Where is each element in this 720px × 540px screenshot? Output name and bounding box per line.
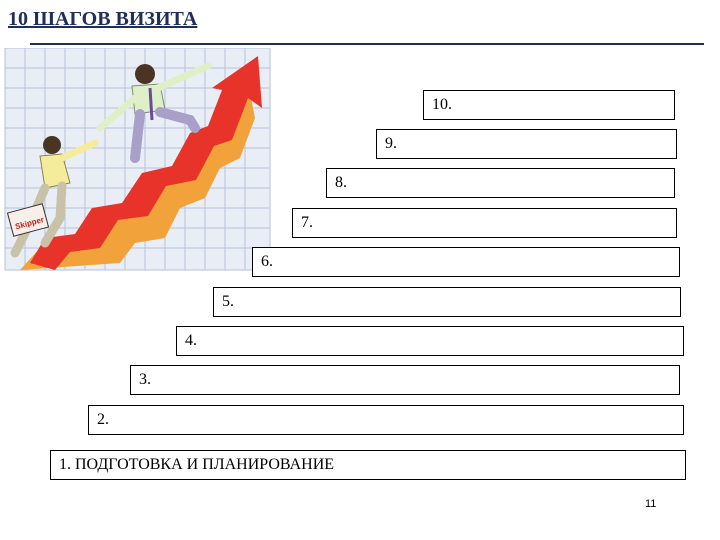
step-box-3 — [130, 365, 680, 395]
step-label: 4. — [185, 332, 197, 349]
step-label: 2. — [97, 411, 109, 428]
step-box-8 — [326, 168, 675, 198]
step-label: 6. — [261, 253, 273, 270]
step-label: 9. — [385, 135, 397, 152]
step-label: 10. — [432, 96, 452, 113]
step-box-9 — [376, 129, 677, 159]
step-box-10 — [423, 90, 675, 120]
step-box-5 — [213, 287, 681, 317]
step-label: 3. — [139, 371, 151, 388]
slide-title: 10 ШАГОВ ВИЗИТА — [8, 8, 198, 30]
step-label: 8. — [335, 174, 347, 191]
step-box-7 — [292, 208, 677, 238]
step-box-6 — [252, 247, 680, 277]
step-label: 1. ПОДГОТОВКА И ПЛАНИРОВАНИЕ — [59, 456, 335, 473]
climbing-stairs-illustration — [0, 48, 290, 273]
step-label: 7. — [301, 214, 313, 231]
step-box-4 — [176, 326, 684, 356]
step-label: 5. — [222, 293, 234, 310]
step-box-1 — [50, 450, 686, 480]
page-number: 11 — [645, 498, 657, 510]
step-box-2 — [88, 405, 684, 435]
title-underline-divider — [30, 43, 704, 45]
briefcase-label: Skipper — [14, 215, 45, 232]
